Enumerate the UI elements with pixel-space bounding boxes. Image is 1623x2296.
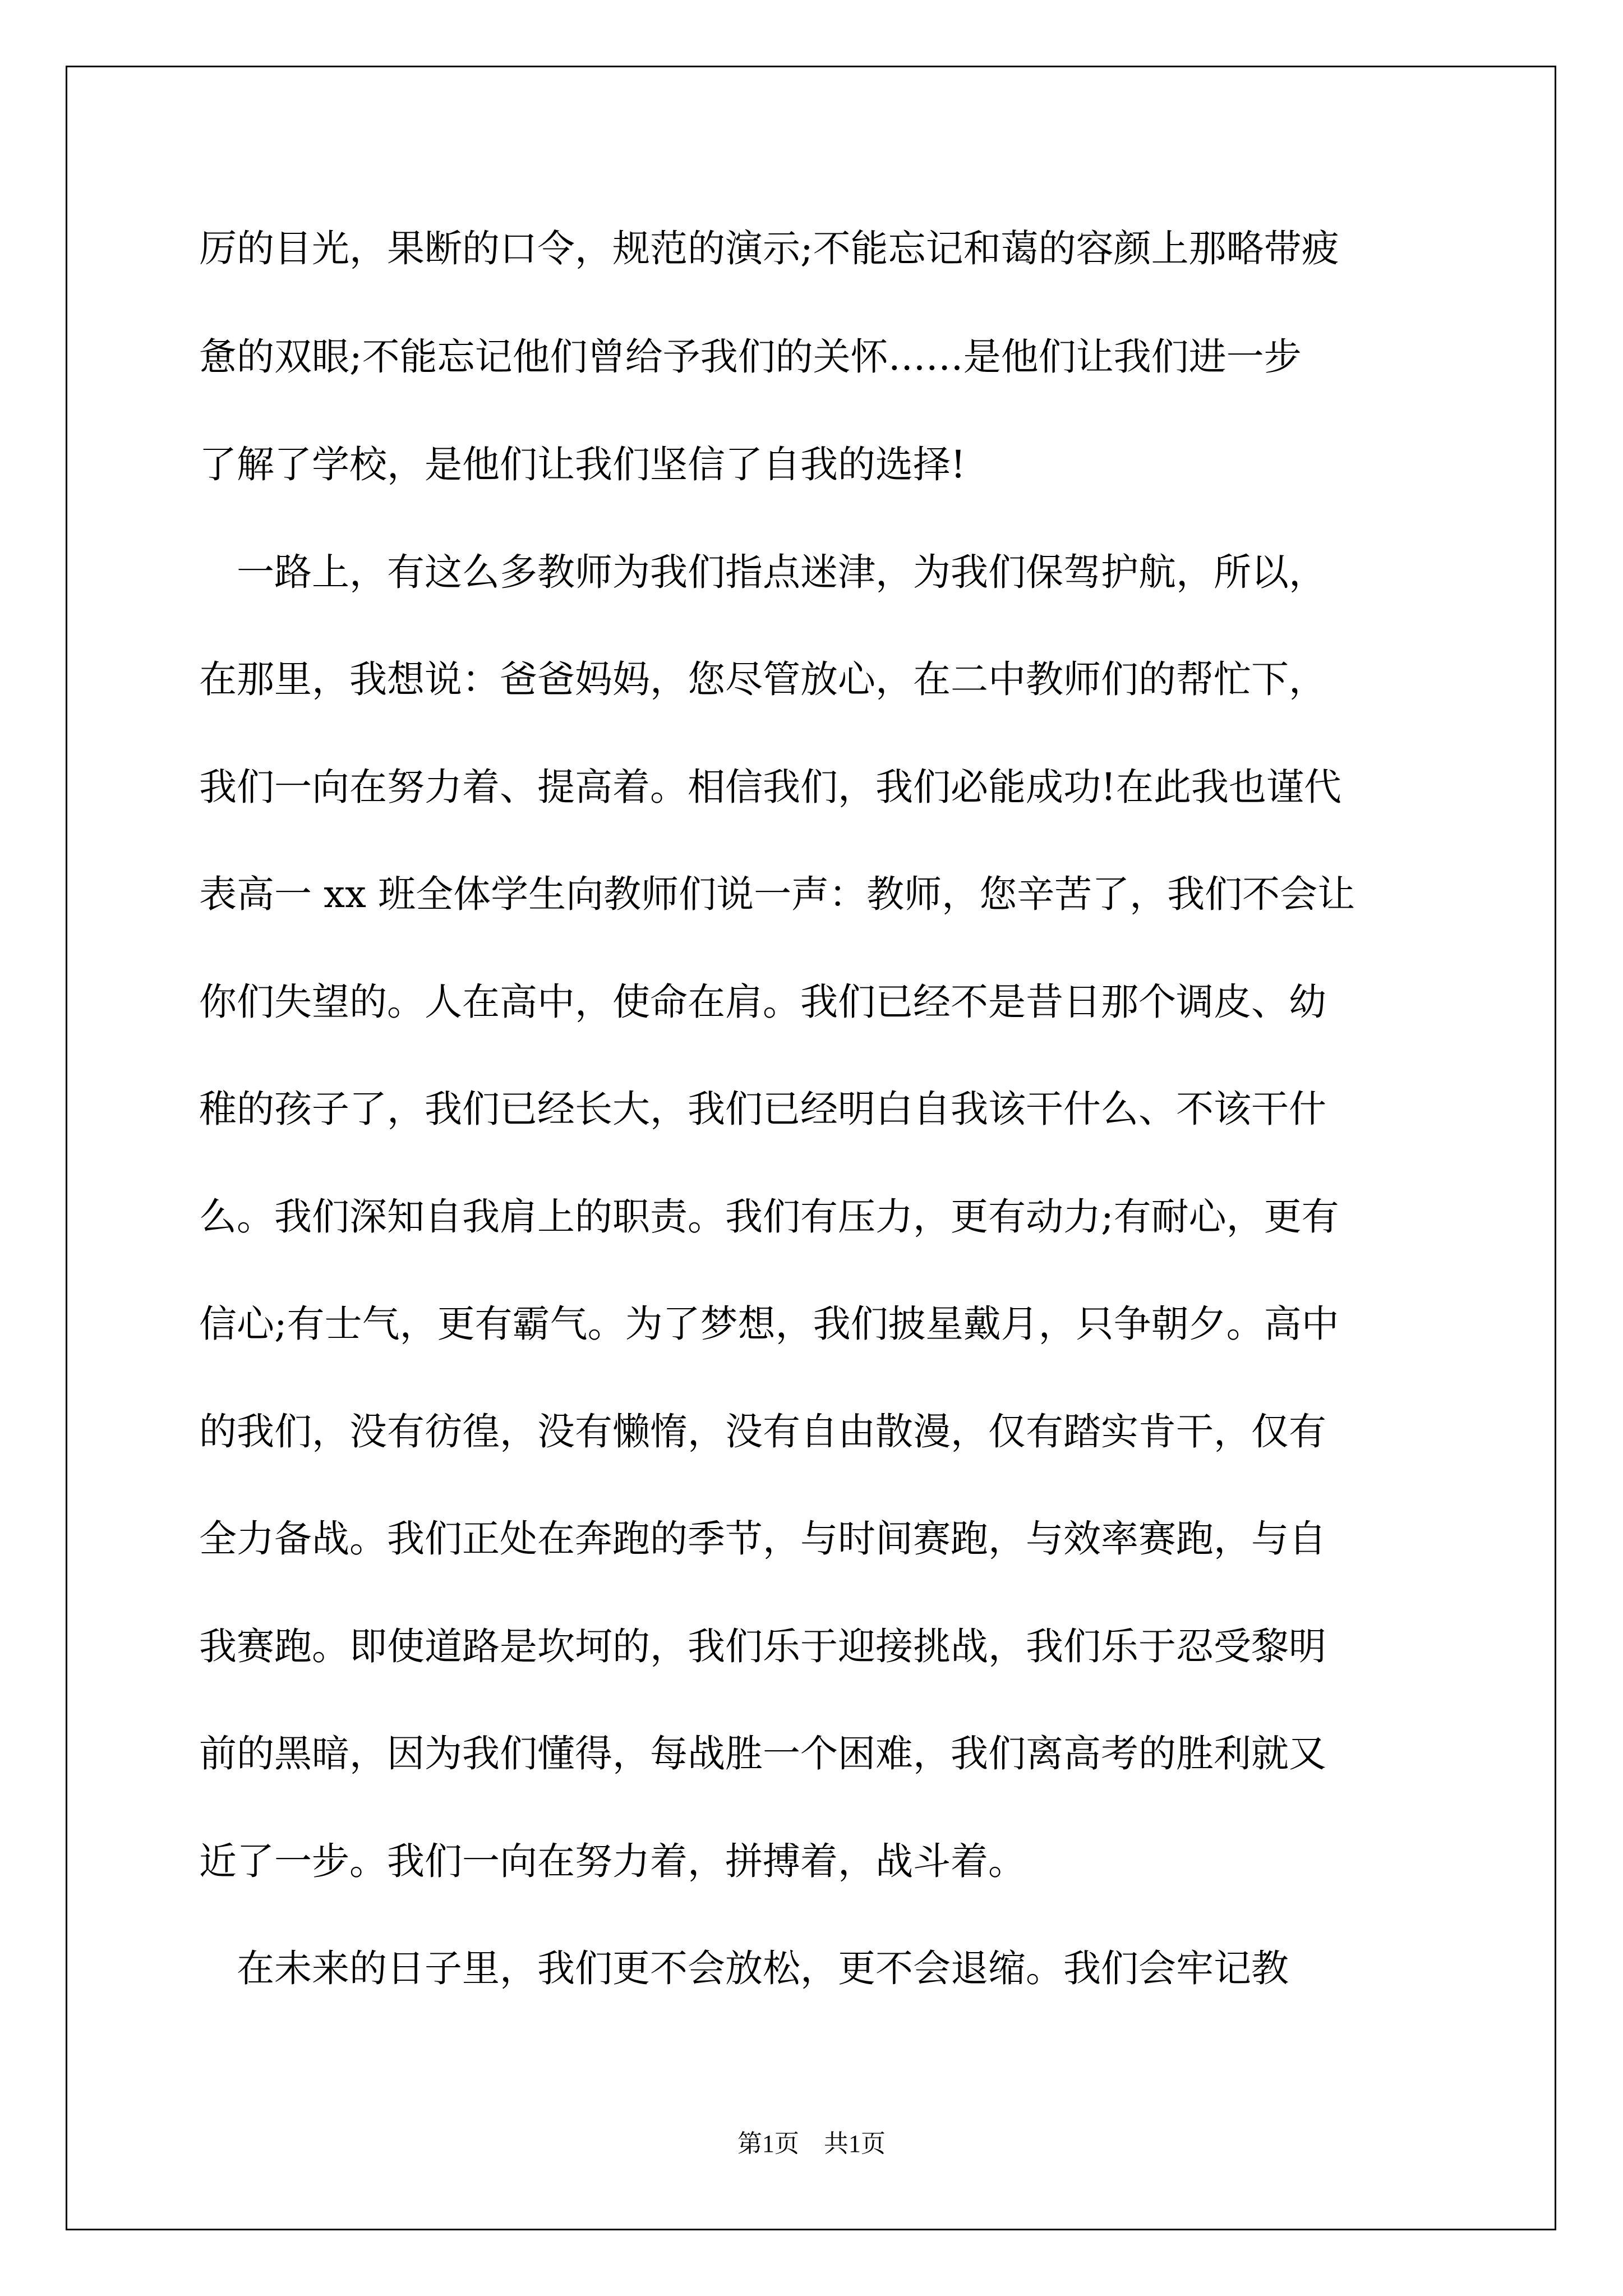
text-line: 表高一 xx 班全体学生向教师们说一声：教师，您辛苦了，我们不会让	[199, 872, 1355, 916]
text-line: 我们一向在努力着、提高着。相信我们，我们必能成功!在此我也谨代	[199, 765, 1341, 809]
text-line: 厉的目光，果断的口令，规范的演示;不能忘记和蔼的容颜上那略带疲	[199, 227, 1339, 270]
text-line: 稚的孩子了，我们已经长大，我们已经明白自我该干什么、不该干什	[199, 1087, 1326, 1131]
text-line: 我赛跑。即使道路是坎坷的，我们乐于迎接挑战，我们乐于忍受黎明	[199, 1625, 1326, 1668]
text-line: 在那里，我想说：爸爸妈妈，您尽管放心，在二中教师们的帮忙下，	[199, 657, 1326, 701]
text-line: 么。我们深知自我肩上的职责。我们有压力，更有动力;有耐心，更有	[199, 1195, 1339, 1239]
text-line: 的我们，没有彷徨，没有懒惰，没有自由散漫，仅有踏实肯干，仅有	[199, 1410, 1326, 1453]
text-line: 惫的双眼;不能忘记他们曾给予我们的关怀……是他们让我们进一步	[199, 335, 1302, 379]
page-border	[66, 66, 1556, 2230]
text-line: 了解了学校，是他们让我们坚信了自我的选择!	[199, 443, 966, 486]
text-line: 全力备战。我们正处在奔跑的季节，与时间赛跑，与效率赛跑，与自	[199, 1517, 1326, 1561]
page-footer: 第1页 共1页	[737, 2130, 886, 2157]
text-line: 在未来的日子里，我们更不会放松，更不会退缩。我们会牢记教	[199, 1947, 1289, 1990]
text-line: 一路上，有这么多教师为我们指点迷津，为我们保驾护航，所以，	[199, 550, 1326, 594]
text-line: 近了一步。我们一向在努力着，拼搏着，战斗着。	[199, 1839, 1026, 1883]
text-line: 前的黑暗，因为我们懂得，每战胜一个困难，我们离高考的胜利就又	[199, 1732, 1326, 1775]
text-line: 信心;有士气，更有霸气。为了梦想，我们披星戴月，只争朝夕。高中	[199, 1302, 1339, 1346]
text-line: 你们失望的。人在高中，使命在肩。我们已经不是昔日那个调皮、幼	[199, 980, 1326, 1024]
